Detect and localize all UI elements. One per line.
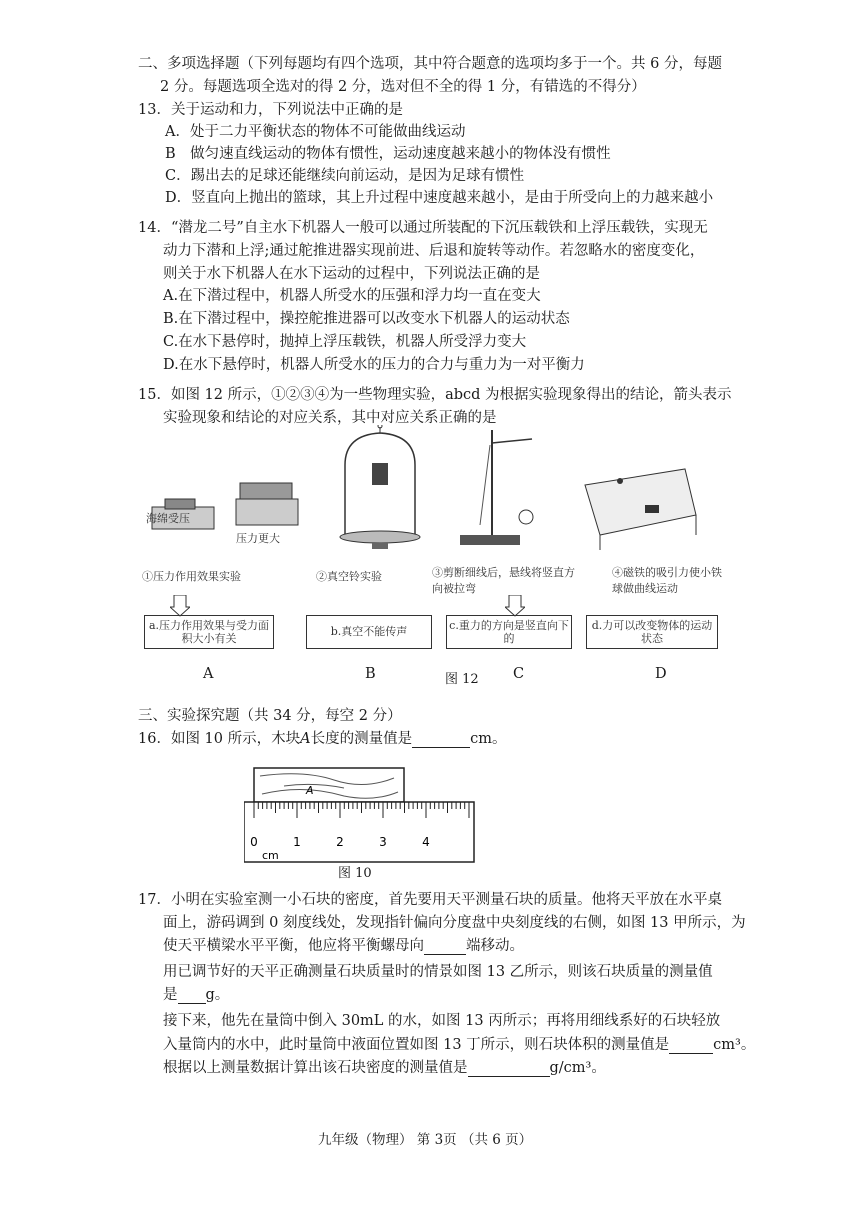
conclusion-b-box: b.真空不能传声 bbox=[306, 615, 432, 649]
q14-stem-line2: 动力下潜和上浮;通过舵推进器实现前进、后退和旋转等动作。若忽略水的密度变化， bbox=[163, 243, 705, 259]
conclusion-c-box: c.重力的方向是竖直向下的 bbox=[446, 615, 572, 649]
q17-line2: 面上，游码调到 0 刻度线处，发现指针偏向分度盘中央刻度线的右侧，如图 13 甲所示，为 bbox=[163, 915, 746, 931]
q16-stem-mid: 长度的测量值是 bbox=[310, 731, 413, 747]
q17-line5 bbox=[163, 983, 229, 1004]
sponge-label-1: 海绵受压 bbox=[146, 512, 190, 525]
q16-stem-pre: 16．如图 10 所示，木块 bbox=[138, 731, 301, 747]
experiment-3-caption: ③剪断细线后，悬线将竖直方向被拉弯 bbox=[432, 566, 575, 595]
ruler-label-3: 3 bbox=[379, 835, 387, 849]
q13-stem: 13．关于运动和力，下列说法中正确的是 bbox=[138, 102, 403, 118]
q16-answer-blank[interactable] bbox=[412, 733, 470, 748]
experiment-1-caption: ①压力作用效果实验 bbox=[142, 570, 241, 583]
ruler-label-1: 1 bbox=[293, 835, 301, 849]
figure-10-label: 图 10 bbox=[338, 866, 372, 881]
arrow-down-1-icon bbox=[170, 595, 190, 617]
q14-option-c: C.在水下悬停时，抛掉上浮压载铁，机器人所受浮力变大 bbox=[163, 334, 527, 350]
q13-option-d: D．竖直向上抛出的篮球，其上升过程中速度越来越小，是由于所受向上的力越来越小 bbox=[165, 190, 714, 206]
q17-line5-post: g。 bbox=[205, 987, 230, 1003]
ruler-label-4: 4 bbox=[422, 835, 430, 849]
experiment-2-caption: ②真空铃实验 bbox=[316, 570, 382, 583]
q16-stem-unit: cm。 bbox=[470, 731, 507, 747]
q14-stem-line3: 则关于水下机器人在水下运动的过程中，下列说法正确的是 bbox=[163, 266, 540, 282]
choice-d: D bbox=[655, 666, 667, 682]
choice-a: A bbox=[203, 666, 214, 682]
q17-mass-blank[interactable] bbox=[178, 989, 206, 1004]
q17-line8-post: g/cm³。 bbox=[549, 1060, 606, 1076]
sponge-label-2: 压力更大 bbox=[236, 532, 280, 545]
section2-header-line2: 2 分。每题选项全选对的得 2 分，选对但不全的得 1 分，有错选的不得分） bbox=[160, 79, 646, 95]
figure-10-ruler bbox=[244, 766, 476, 864]
q17-line7-post: cm³。 bbox=[713, 1037, 756, 1053]
choice-b: B bbox=[365, 666, 376, 682]
page-footer: 九年级（物理） 第 3页 （共 6 页） bbox=[318, 1132, 533, 1148]
magnet-table-illustration bbox=[585, 469, 696, 550]
q16-stem-var: A bbox=[300, 731, 311, 747]
block-a-label: A bbox=[306, 784, 314, 797]
conclusion-a-box: a.压力作用效果与受力面积大小有关 bbox=[144, 615, 274, 649]
q13-option-a: A．处于二力平衡状态的物体不可能做曲线运动 bbox=[165, 124, 466, 140]
figure-12-label: 图 12 bbox=[445, 672, 479, 687]
q17-line7 bbox=[163, 1033, 755, 1054]
figure-12-illustrations bbox=[140, 425, 700, 565]
stand-pendulum-illustration bbox=[460, 430, 533, 545]
q17-density-blank[interactable] bbox=[468, 1062, 550, 1077]
q17-line3 bbox=[163, 934, 524, 955]
q17-line5-pre: 是 bbox=[163, 987, 178, 1003]
q13-option-c: C．踢出去的足球还能继续向前运动，是因为足球有惯性 bbox=[165, 168, 525, 184]
q16-stem bbox=[138, 727, 506, 748]
q14-option-b: B.在下潜过程中，操控舵推进器可以改变水下机器人的运动状态 bbox=[163, 311, 570, 327]
experiment-4-caption: ④磁铁的吸引力使小铁球做曲线运动 bbox=[612, 566, 722, 595]
q14-option-a: A.在下潜过程中，机器人所受水的压强和浮力均一直在变大 bbox=[163, 288, 541, 304]
q17-line8-pre: 根据以上测量数据计算出该石块密度的测量值是 bbox=[163, 1060, 468, 1076]
q17-volume-blank[interactable] bbox=[669, 1039, 713, 1054]
ruler-label-2: 2 bbox=[336, 835, 344, 849]
bell-jar-illustration bbox=[340, 425, 420, 549]
choice-c: C bbox=[513, 666, 525, 682]
q14-option-d: D.在水下悬停时，机器人所受水的压力的合力与重力为一对平衡力 bbox=[163, 357, 585, 373]
arrow-down-3-icon bbox=[505, 595, 525, 617]
q15-stem-line2: 实验现象和结论的对应关系，其中对应关系正确的是 bbox=[163, 410, 497, 426]
section3-header: 三、实验探究题（共 34 分，每空 2 分） bbox=[138, 708, 402, 724]
q17-line6: 接下来，他先在量筒中倒入 30mL 的水，如图 13 丙所示；再将用细线系好的石块轻放 bbox=[163, 1013, 721, 1029]
q17-line8 bbox=[163, 1056, 606, 1077]
q15-stem-line1: 15．如图 12 所示，①②③④为一些物理实验，abcd 为根据实验现象得出的结论，箭头表示 bbox=[138, 387, 732, 403]
q17-direction-blank[interactable] bbox=[424, 940, 466, 955]
ruler-label-0: 0 bbox=[250, 835, 258, 849]
q17-line3-pre: 使天平横梁水平平衡，他应将平衡螺母向 bbox=[163, 938, 424, 954]
q17-line1: 17．小明在实验室测一小石块的密度，首先要用天平测量石块的质量。他将天平放在水平桌 bbox=[138, 892, 722, 908]
q14-stem-line1: 14．“潜龙二号”自主水下机器人一般可以通过所装配的下沉压载铁和上浮压载铁，实现无 bbox=[138, 220, 708, 236]
ruler-unit-label: cm bbox=[262, 849, 279, 862]
q17-line4: 用已调节好的天平正确测量石块质量时的情景如图 13 乙所示，则该石块质量的测量值 bbox=[163, 964, 713, 980]
q13-option-b: B 做匀速直线运动的物体有惯性，运动速度越来越小的物体没有惯性 bbox=[165, 146, 611, 162]
section2-header: 二、多项选择题（下列每题均有四个选项，其中符合题意的选项均多于一个。共 6 分，每题 bbox=[138, 56, 722, 72]
conclusion-d-box: d.力可以改变物体的运动状态 bbox=[586, 615, 718, 649]
q17-line7-pre: 入量筒内的水中，此时量筒中液面位置如图 13 丁所示，则石块体积的测量值是 bbox=[163, 1037, 670, 1053]
q17-line3-post: 端移动。 bbox=[466, 938, 524, 954]
